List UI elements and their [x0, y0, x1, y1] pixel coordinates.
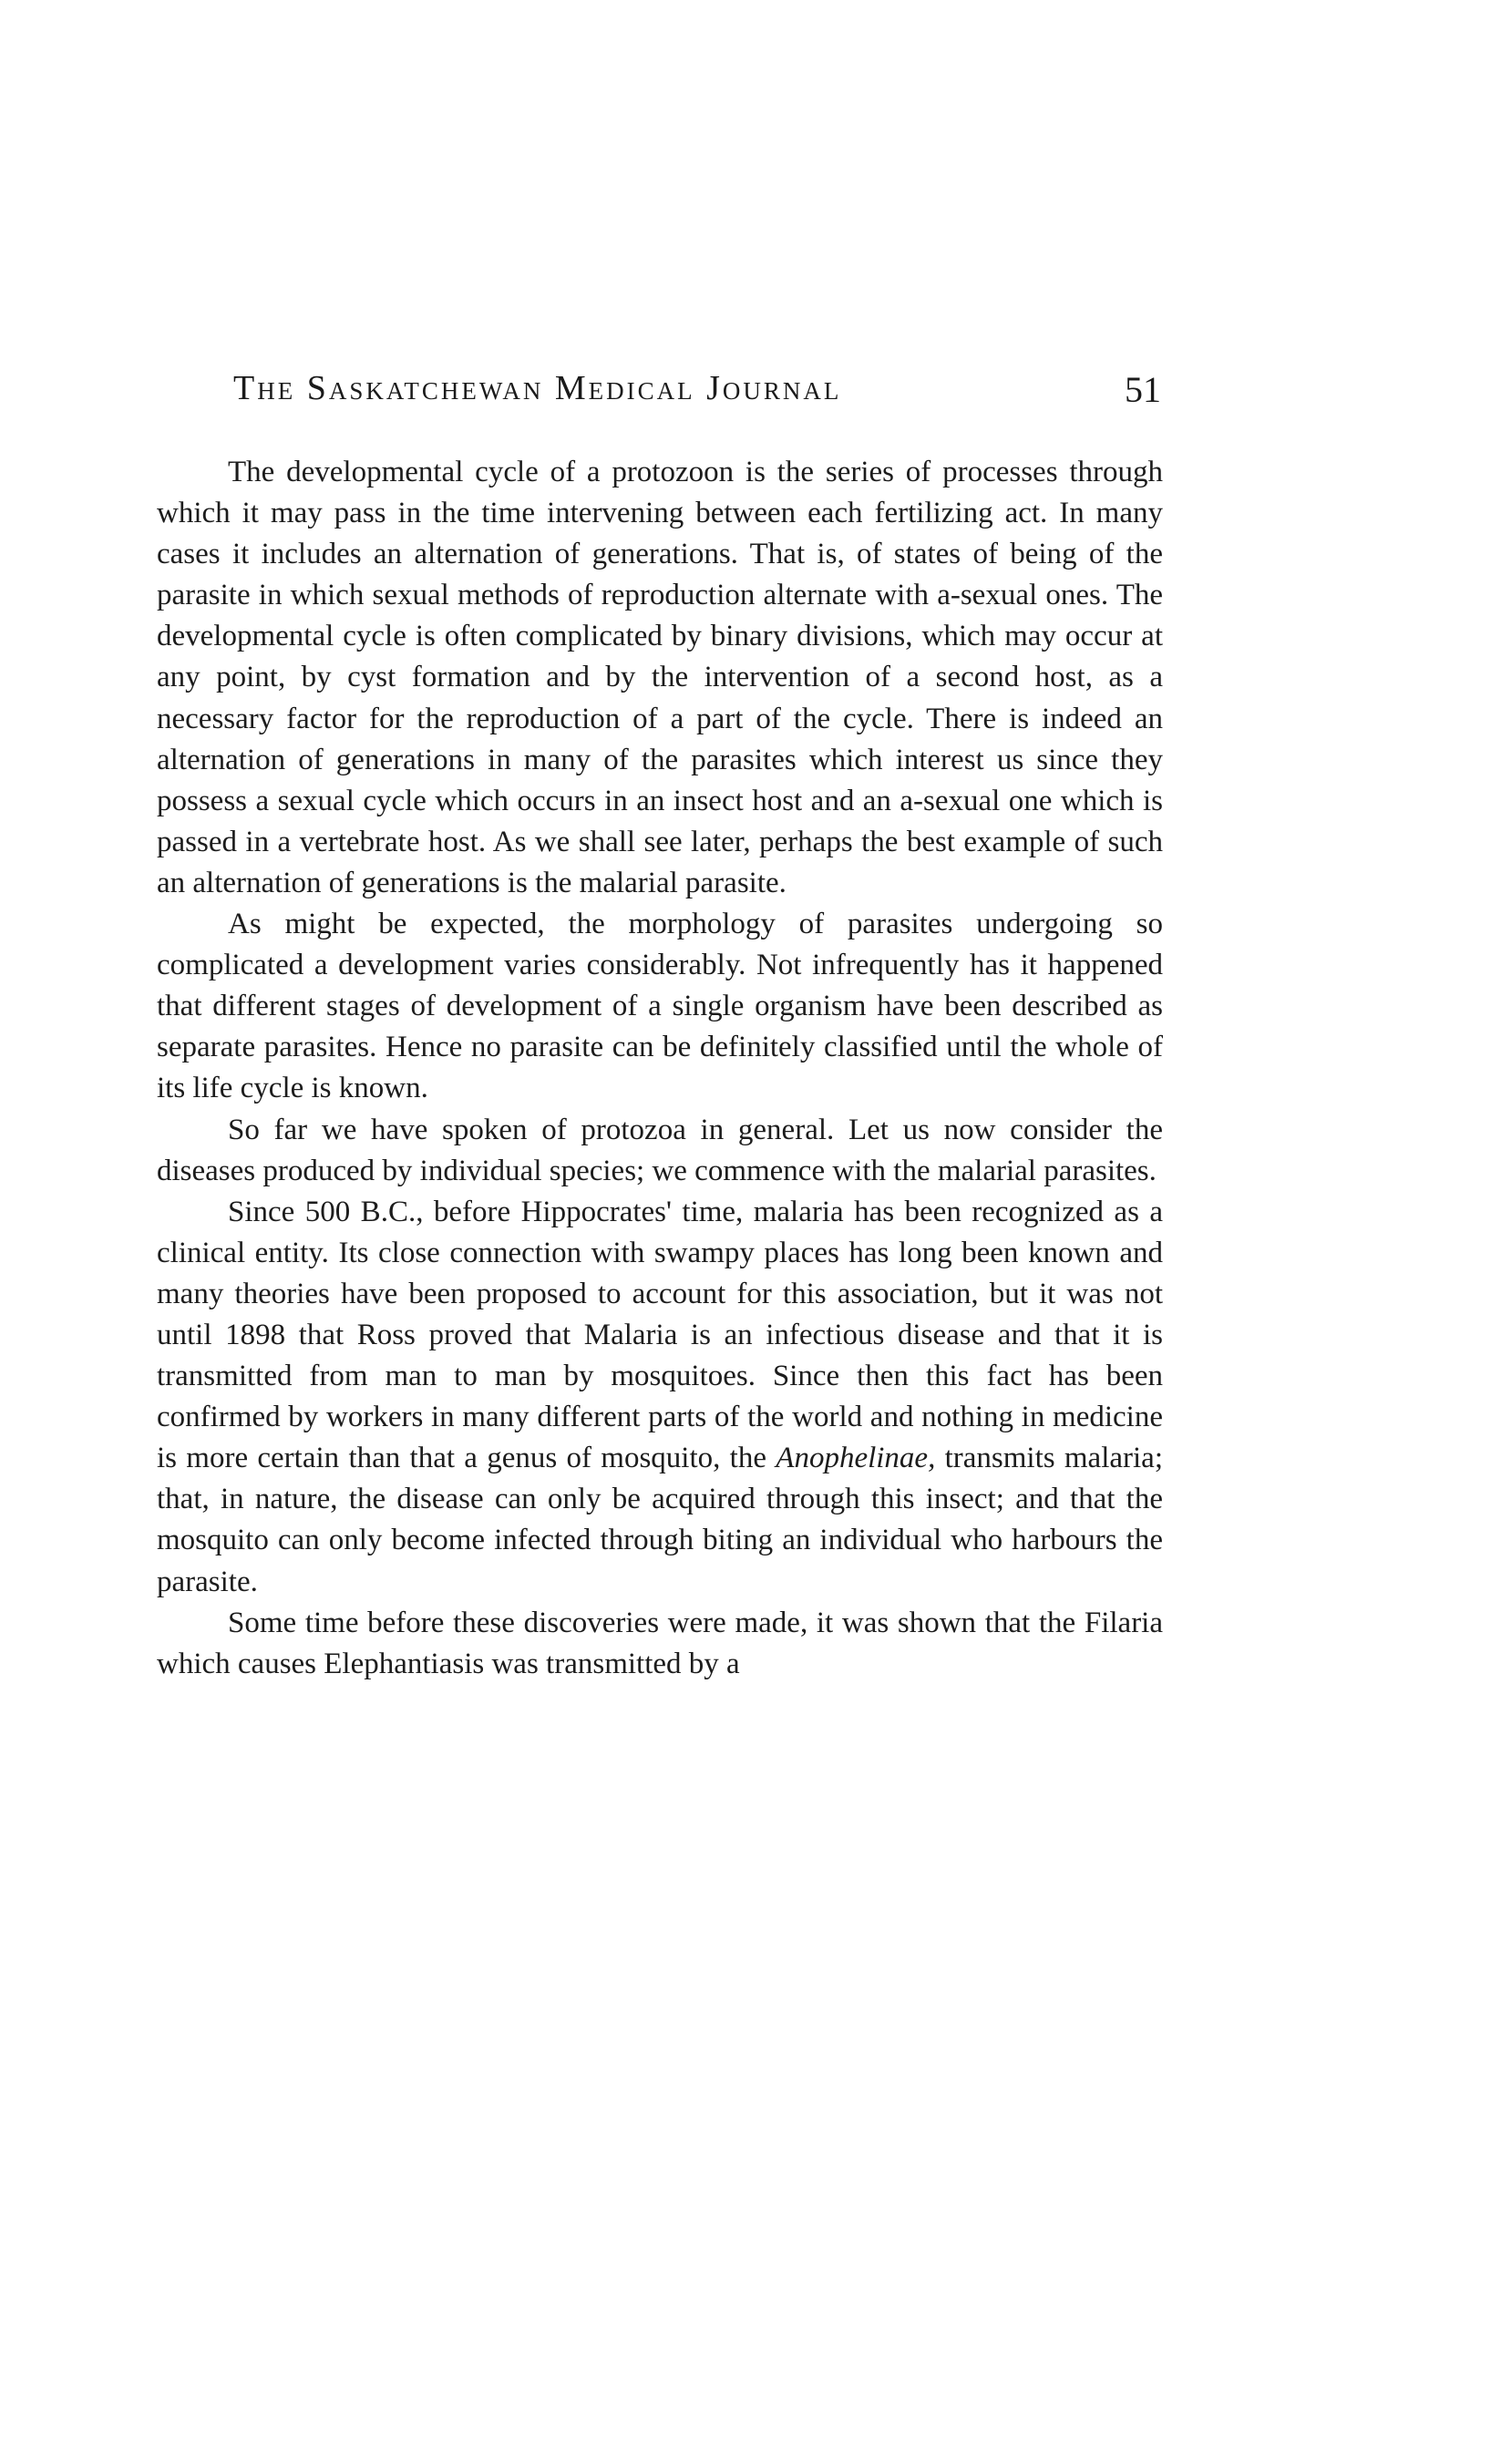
genus-name-italic: Anophelinae, [776, 1442, 936, 1475]
paragraph-protozoa-general: So far we have spoken of protozoa in general. Let us now consider the diseases produced by individual species; we commence with the malarial parasites. [157, 1113, 1163, 1187]
malaria-text-after: transmits malaria; that, in nature, the disease can only be acquired through this insect; and that the mosquito can only become infected through biting an individual who harbours the parasite. [157, 1442, 1163, 1598]
page-number: 51 [1125, 369, 1161, 410]
paragraph-developmental-cycle: The developmental cycle of a protozoon is the series of processes through which it may pass in the time intervening between each fertilizing act. In many cases it includes an alternation of generations. That is, of states of being of the parasite in which sexual methods of reproduction alternate with a-sexual ones. The developmental cycle is often complicated by binary divisions, which may occur at any point, by cyst formation and by the intervention of a second host, as a necessary factor for the reproduction of a part of the cycle. There is indeed an alternation of generations in many of the parasites which interest us since they possess a sexual cycle which occurs in an insect host and an a-sexual one which is passed in a vertebrate host. As we shall see later, perhaps the best example of such an alternation of generations is the malarial parasite. [157, 456, 1163, 899]
malaria-text-before: Since 500 B.C., before Hippocrates' time, malaria has been recognized as a clinical entity. Its close connection with swampy places has long been known and many theories have been proposed to account for this association, but it was not until 1898 that Ross proved that Malaria is an infectious disease and that it is transmitted from man to man by mosquitoes. Since then this fact has been confirmed by workers in many different parts of the world and nothing in medicine is more certain than that a genus of mosquito, the [157, 1195, 1163, 1475]
body-text [157, 452, 1163, 1685]
running-head [233, 368, 1161, 423]
journal-title: The Saskatchewan Medical Journal [233, 369, 842, 407]
paragraph-morphology: As might be expected, the morphology of parasites undergoing so complicated a development varies considerably. Not infrequently has it happened that different stages of development of a single organism have been described as separate parasites. Hence no parasite can be definitely classified until the whole of its life cycle is known. [157, 908, 1163, 1105]
paragraph-malaria-history [157, 1192, 1163, 1603]
paragraph-filaria: Some time before these discoveries were made, it was shown that the Filaria which causes Elephantiasis was transmitted by a [157, 1606, 1163, 1680]
